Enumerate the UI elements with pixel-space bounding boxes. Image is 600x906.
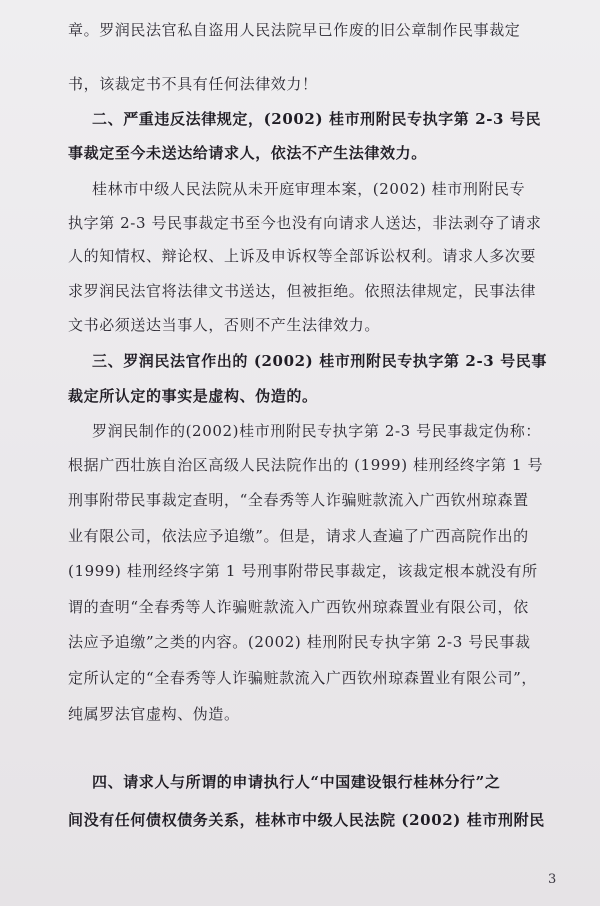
body-line-20: 纯属罗法官虚构、伪造。 bbox=[68, 705, 240, 723]
section-heading-4-line-2: 间没有任何债权债务关系，桂林市中级人民法院 (2002) 桂市刑附民 bbox=[68, 811, 545, 829]
body-line-8: 求罗润民法官将法律文书送达，但被拒绝。依照法律规定，民事法律 bbox=[68, 282, 537, 300]
body-line-5: 桂林市中级人民法院从未开庭审理本案，(2002) 桂市刑附民专 bbox=[92, 180, 526, 198]
body-line-13: 根据广西壮族自治区高级人民法院作出的 (1999) 桂刑经终字第 1 号 bbox=[68, 456, 544, 474]
section-heading-2-line-1: 二、严重违反法律规定，(2002) 桂市刑附民专执字第 2-3 号民 bbox=[92, 110, 542, 128]
body-line-14: 刑事附带民事裁定查明，“全春秀等人诈骗赃款流入广西钦州琼森置 bbox=[68, 491, 529, 509]
section-heading-3-line-2: 裁定所认定的事实是虚构、伪造的。 bbox=[68, 387, 318, 405]
body-line-18: 法应予追缴”之类的内容。(2002) 桂刑附民专执字第 2-3 号民事裁 bbox=[68, 633, 531, 651]
body-line-15: 业有限公司，依法应予追缴”。但是，请求人查遍了广西高院作出的 bbox=[68, 527, 529, 545]
body-line-1: 章。罗润民法官私自盗用人民法院早已作废的旧公章制作民事裁定 bbox=[68, 21, 521, 39]
body-line-19: 定所认定的“全春秀等人诈骗赃款流入广西钦州琼森置业有限公司”， bbox=[68, 669, 537, 687]
section-heading-2-line-2: 事裁定至今未送达给请求人，依法不产生法律效力。 bbox=[68, 144, 427, 162]
page-number: 3 bbox=[548, 872, 557, 887]
body-line-2: 书，该裁定书不具有任何法律效力！ bbox=[68, 75, 318, 93]
section-heading-3-line-1: 三、罗润民法官作出的 (2002) 桂市刑附民专执字第 2-3 号民事 bbox=[92, 352, 547, 370]
body-line-9: 文书必须送达当事人，否则不产生法律效力。 bbox=[68, 316, 381, 334]
body-line-17: 谓的查明“全春秀等人诈骗赃款流入广西钦州琼森置业有限公司，依 bbox=[68, 598, 529, 616]
body-line-6: 执字第 2-3 号民事裁定书至今也没有向请求人送达，非法剥夺了请求 bbox=[68, 214, 542, 232]
body-line-12: 罗润民制作的(2002)桂市刑附民专执字第 2-3 号民事裁定伪称： bbox=[92, 422, 541, 440]
body-line-7: 人的知情权、辩论权、上诉及申诉权等全部诉讼权利。请求人多次要 bbox=[68, 247, 537, 265]
body-line-16: (1999) 桂刑经终字第 1 号刑事附带民事裁定，该裁定根本就没有所 bbox=[68, 562, 538, 580]
section-heading-4-line-1: 四、请求人与所谓的申请执行人“中国建设银行桂林分行”之 bbox=[92, 773, 501, 791]
